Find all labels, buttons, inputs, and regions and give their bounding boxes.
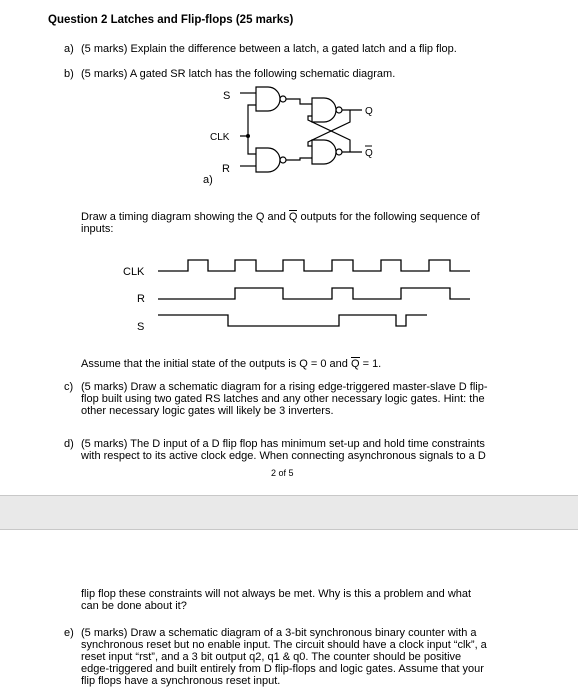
nand-bubble [280, 157, 286, 163]
qe-line-5: flip flops have a synchronous reset input. [81, 675, 281, 687]
qd-continued-line-1: flip flop these constraints will not always be met. Why is this a problem and what [81, 588, 472, 600]
qe-number: e) [64, 627, 74, 639]
qa-number: a) [64, 43, 74, 55]
timing-intro-line-1: Draw a timing diagram showing the Q and Q outputs for the following sequence of [81, 211, 480, 223]
nand-bubble [336, 107, 342, 113]
qa-text: (5 marks) Explain the difference between a latch, a gated latch and a flip flop. [81, 43, 457, 55]
clk-waveform [158, 260, 470, 271]
nand-bubble [280, 96, 286, 102]
nand-gate-top-input [256, 87, 280, 111]
schematic-figure-label: a) [203, 174, 213, 186]
qd-line-1: (5 marks) The D input of a D flip flop has minimum set-up and hold time constraints [81, 438, 485, 450]
timing-s-label: S [137, 321, 145, 333]
timing-clk-label: CLK [123, 266, 145, 278]
schematic-s-label: S [223, 90, 231, 102]
question-heading: Question 2 Latches and Flip-flops (25 marks) [48, 14, 294, 26]
r-waveform [158, 288, 470, 299]
assume-initial-state: Assume that the initial state of the outputs is Q = 0 and Q = 1. [81, 358, 382, 370]
qe-line-2: synchronous reset but no enable input. The circuit should have a clock input “clk”, a [81, 639, 487, 651]
schematic-clk-label: CLK [210, 132, 230, 143]
nand-gate-top-output [312, 98, 336, 122]
document-page-2 [0, 530, 578, 700]
nand-gate-bottom-input [256, 148, 280, 172]
qd-line-2: with respect to its active clock edge. When connecting asynchronous signals to a D [81, 450, 486, 462]
timing-diagram [110, 255, 480, 345]
sr-latch-schematic [190, 84, 390, 194]
qe-line-1: (5 marks) Draw a schematic diagram of a 3-bit synchronous binary counter with a [81, 627, 477, 639]
schematic-q-label: Q [365, 106, 373, 117]
qe-line-3: reset input “rst”, and a 3 bit output q2, q1 & q0. The counter should be positive [81, 651, 462, 663]
page-number: 2 of 5 [271, 468, 294, 478]
qc-line-3: other necessary logic gates will likely be 3 inverters. [81, 405, 334, 417]
s-waveform [158, 315, 427, 326]
qb-number: b) [64, 68, 74, 80]
qe-line-4: edge-triggered and built entirely from D flip-flops and logic gates. Assume that your [81, 663, 484, 675]
schematic-r-label: R [222, 163, 230, 175]
nand-bubble [336, 149, 342, 155]
qb-text: (5 marks) A gated SR latch has the following schematic diagram. [81, 68, 396, 80]
page-separator [0, 495, 578, 530]
timing-r-label: R [137, 293, 145, 305]
qc-line-2: flop built using two gated RS latches and any other necessary logic gates. Hint: the [81, 393, 485, 405]
qc-number: c) [64, 381, 74, 393]
timing-intro-line-2: inputs: [81, 223, 114, 235]
schematic-qbar-label: Q [365, 148, 373, 159]
qd-number: d) [64, 438, 74, 450]
nand-gate-bottom-output [312, 140, 336, 164]
qc-line-1: (5 marks) Draw a schematic diagram for a rising edge-triggered master-slave D flip- [81, 381, 488, 393]
qd-continued-line-2: can be done about it? [81, 600, 187, 612]
